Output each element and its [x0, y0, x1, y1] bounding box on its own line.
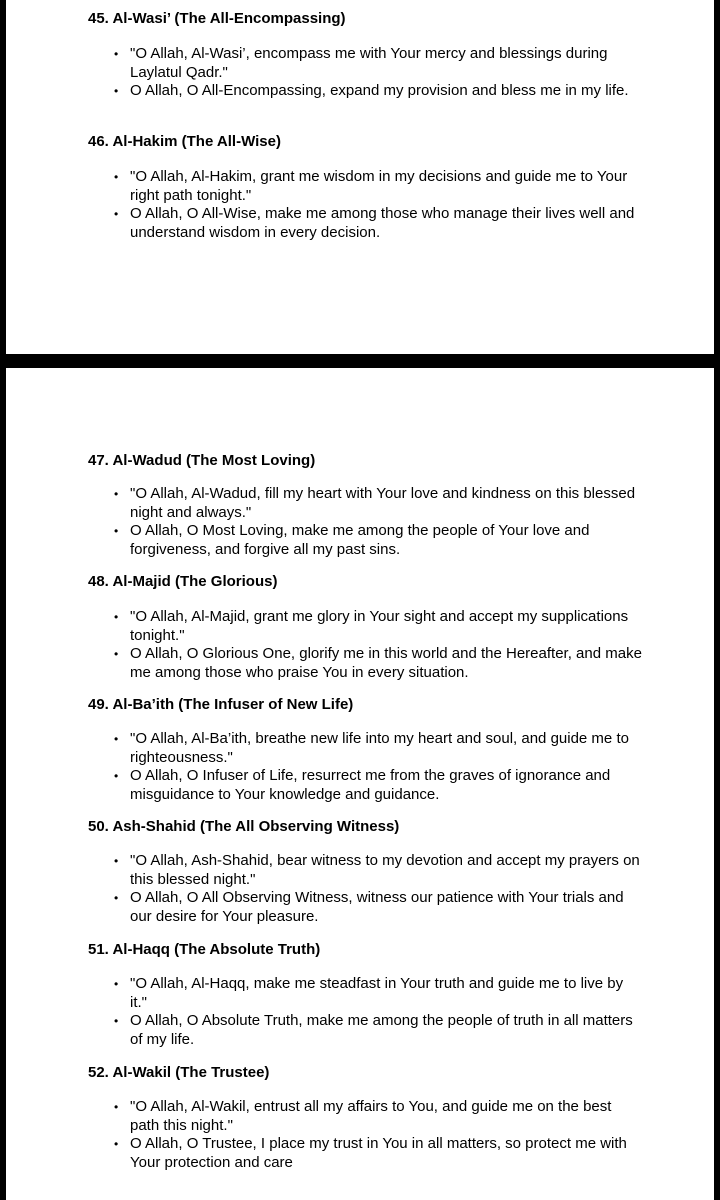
list-item: • "O Allah, Al-Wakil, entrust all my affairs to You, and guide me on the best path this night."	[114, 1098, 644, 1135]
list-item: • O Allah, O Absolute Truth, make me among the people of truth in all matters of my life.	[114, 1012, 644, 1049]
section-heading: 52. Al-Wakil (The Trustee)	[88, 1064, 270, 1081]
bullet-list	[114, 485, 644, 559]
list-item: • "O Allah, Al-Hakim, grant me wisdom in my decisions and guide me to Your right path tonight."	[114, 168, 644, 205]
list-item: • "O Allah, Al-Majid, grant me glory in Your sight and accept my supplications tonight."	[114, 608, 644, 645]
list-item: • "O Allah, Al-Haqq, make me steadfast in Your truth and guide me to live by it."	[114, 975, 644, 1012]
list-item: • "O Allah, Ash-Shahid, bear witness to my devotion and accept my prayers on this blessed night."	[114, 852, 644, 889]
list-item: • O Allah, O All-Encompassing, expand my provision and bless me in my life.	[114, 82, 644, 101]
bullet-list	[114, 975, 644, 1049]
document-page-top	[6, 0, 714, 354]
document-page-bottom	[6, 368, 714, 1200]
section-heading: 46. Al-Hakim (The All-Wise)	[88, 133, 281, 150]
list-item: • O Allah, O Most Loving, make me among the people of Your love and forgiveness, and forgive all my past sins.	[114, 522, 644, 559]
list-item: • O Allah, O Trustee, I place my trust in You in all matters, so protect me with Your protection and care	[114, 1135, 644, 1172]
list-item: • O Allah, O All-Wise, make me among those who manage their lives well and understand wisdom in every decision.	[114, 205, 644, 242]
list-item: • "O Allah, Al-Wadud, fill my heart with Your love and kindness on this blessed night and always."	[114, 485, 644, 522]
section-heading: 47. Al-Wadud (The Most Loving)	[88, 452, 316, 469]
list-item: • O Allah, O All Observing Witness, witness our patience with Your trials and our desire for Your pleasure.	[114, 889, 644, 926]
section-heading: 50. Ash-Shahid (The All Observing Witness)	[88, 818, 400, 835]
section-heading: 51. Al-Haqq (The Absolute Truth)	[88, 941, 321, 958]
section-heading: 49. Al-Ba’ith (The Infuser of New Life)	[88, 696, 354, 713]
bullet-list	[114, 608, 644, 682]
bullet-list	[114, 1098, 644, 1172]
bullet-list	[114, 730, 644, 804]
bullet-list	[114, 45, 644, 101]
list-item: • O Allah, O Infuser of Life, resurrect me from the graves of ignorance and misguidance to Your knowledge and guidance.	[114, 767, 644, 804]
section-heading: 48. Al-Majid (The Glorious)	[88, 573, 278, 590]
list-item: • "O Allah, Al-Ba’ith, breathe new life into my heart and soul, and guide me to righteousness."	[114, 730, 644, 767]
bullet-list	[114, 168, 644, 242]
list-item: • "O Allah, Al-Wasi’, encompass me with Your mercy and blessings during Laylatul Qadr."	[114, 45, 644, 82]
bullet-list	[114, 852, 644, 926]
section-heading: 45. Al-Wasi’ (The All-Encompassing)	[88, 10, 346, 27]
list-item: • O Allah, O Glorious One, glorify me in this world and the Hereafter, and make me among those who praise You in every situation.	[114, 645, 644, 682]
